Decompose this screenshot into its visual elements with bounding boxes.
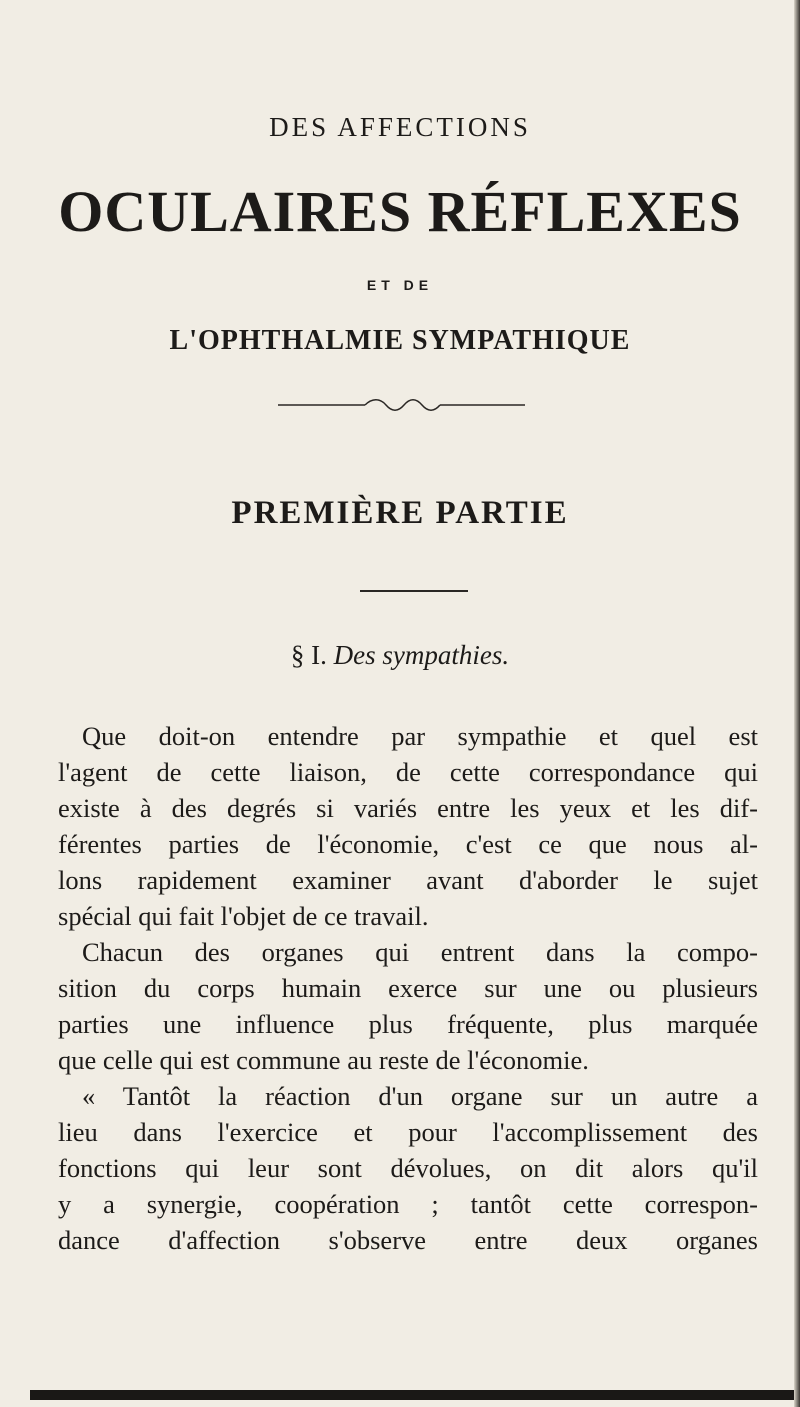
section-rule: [360, 590, 468, 592]
title-line-2: OCULAIRES RÉFLEXES: [58, 179, 742, 244]
text-line: y a synergie, coopération ; tantôt cette correspon-: [58, 1189, 758, 1219]
text-line: fonctions qui leur sont dévolues, on dit alors qu'il: [58, 1153, 758, 1183]
section-heading: [0, 640, 800, 671]
text-line: férentes parties de l'économie, c'est ce que nous al-: [58, 829, 758, 859]
part-title: PREMIÈRE PARTIE: [231, 495, 569, 531]
text-line: sition du corps humain exerce sur une ou plusieurs: [58, 973, 758, 1003]
title-line-3: ET DE: [366, 277, 434, 293]
text-line: lons rapidement examiner avant d'aborder le sujet: [58, 865, 758, 895]
right-scan-edge: [794, 0, 800, 1407]
section-number: § I.: [290, 640, 327, 670]
ornament-divider: [0, 395, 800, 415]
text-line: Chacun des organes qui entrent dans la compo-: [82, 937, 758, 967]
text-line: existe à des degrés si variés entre les yeux et les dif-: [58, 793, 758, 823]
title-line-1: DES AFFECTIONS: [269, 112, 531, 142]
body-text: [58, 718, 758, 1258]
text-line: « Tantôt la réaction d'un organe sur un autre a: [82, 1081, 758, 1111]
text-line: que celle qui est commune au reste de l'économie.: [58, 1045, 589, 1075]
section-title: Des sympathies.: [333, 640, 510, 670]
text-line: Que doit-on entendre par sympathie et quel est: [82, 721, 758, 751]
text-line: dance d'affection s'observe entre deux organes: [58, 1225, 758, 1255]
title-line-4: L'OPHTHALMIE SYMPATHIQUE: [169, 325, 631, 356]
text-line: parties une influence plus fréquente, plus marquée: [58, 1009, 758, 1039]
text-line: lieu dans l'exercice et pour l'accomplissement des: [58, 1117, 758, 1147]
bottom-scan-edge: [30, 1390, 800, 1400]
text-line: l'agent de cette liaison, de cette correspondance qui: [58, 757, 758, 787]
text-line: spécial qui fait l'objet de ce travail.: [58, 901, 429, 931]
